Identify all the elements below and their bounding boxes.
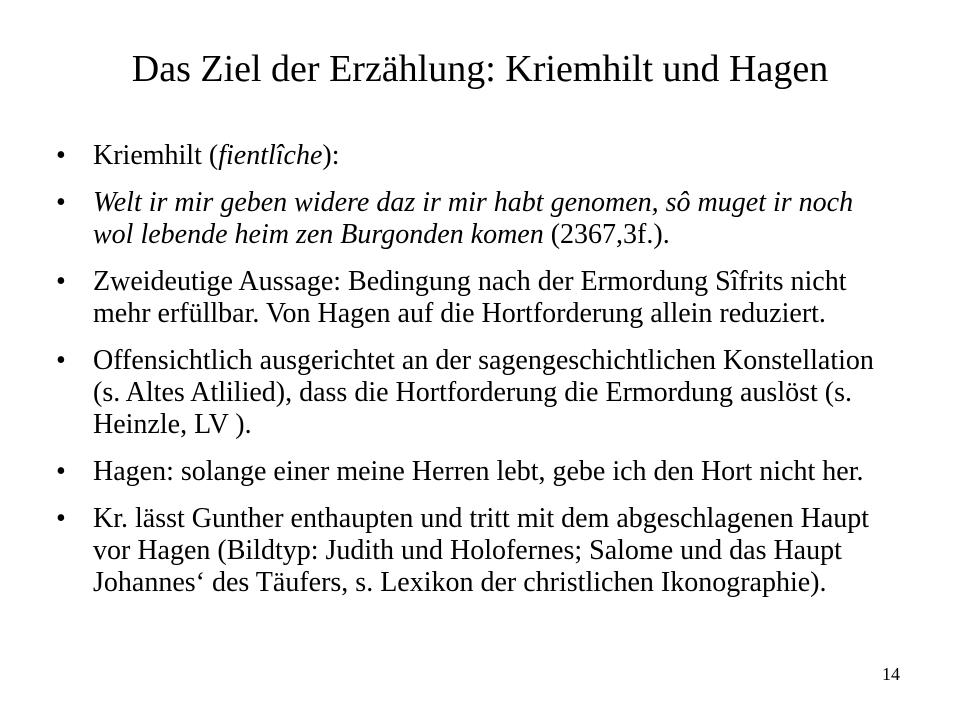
bullet-item bbox=[56, 503, 886, 599]
page-number: 14 bbox=[882, 664, 900, 684]
bullet-icon: • bbox=[56, 187, 66, 218]
bullet-icon: • bbox=[56, 503, 66, 534]
bullet-text-italic: fientlîche bbox=[218, 140, 323, 171]
bullet-item bbox=[56, 456, 886, 488]
bullet-text: Zweideutige Aussage: Bedingung nach der Ermordung Sîfrits nicht mehr erfüllbar. Von Hagen auf die Hortforderung allein reduziert. bbox=[93, 266, 847, 329]
bullet-icon: • bbox=[56, 345, 66, 376]
slide-title: Das Ziel der Erzählung: Kriemhilt und Hagen bbox=[131, 48, 829, 90]
bullet-item bbox=[56, 140, 886, 172]
bullet-icon: • bbox=[56, 266, 66, 297]
bullet-item bbox=[56, 187, 886, 251]
bullet-text-italic: Welt ir mir geben widere daz ir mir habt genomen, sô muget ir noch wol lebende heim zen Burgonden komen bbox=[93, 187, 854, 250]
bullet-text: Kriemhilt ( bbox=[93, 140, 219, 171]
bullet-text: Offensichtlich ausgerichtet an der sagengeschichtlichen Konstellation (s. Altes Atlilied), dass die Hortforderung die Ermordung auslöst (s. Heinzle, LV ). bbox=[93, 345, 874, 440]
bullet-item bbox=[56, 266, 886, 330]
bullet-text: ): bbox=[322, 140, 340, 171]
bullet-text: (2367,3f.). bbox=[543, 219, 670, 250]
bullet-text: Hagen: solange einer meine Herren lebt, gebe ich den Hort nicht her. bbox=[93, 456, 864, 487]
bullet-icon: • bbox=[56, 456, 66, 487]
bullet-text: Kr. lässt Gunther enthaupten und tritt mit dem abgeschlagenen Haupt vor Hagen (Bildtyp: Judith und Holofernes; Salome und das Haupt Johannes‘ des Täufers, s. Lexikon der christlichen Ikonographie). bbox=[93, 503, 870, 598]
bullet-icon: • bbox=[56, 140, 66, 171]
bullet-item bbox=[56, 345, 886, 441]
bullet-list bbox=[56, 140, 886, 614]
